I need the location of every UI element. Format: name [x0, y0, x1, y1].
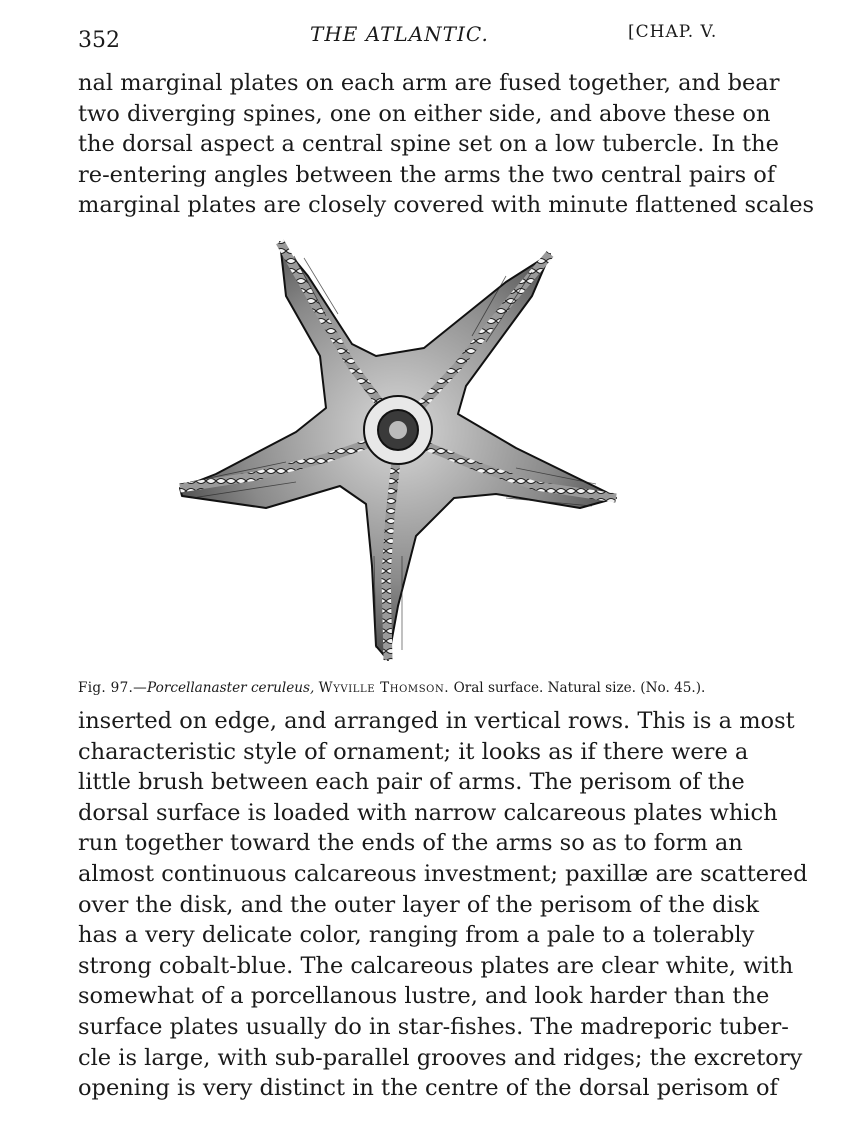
caption-species: Porcellanaster ceruleus, [147, 680, 315, 696]
text-line: opening is very distinct in the centre of the dorsal perisom of [78, 1075, 778, 1102]
text-line: somewhat of a porcellanous lustre, and look harder than the [78, 983, 770, 1010]
running-title: THE ATLANTIC. [310, 22, 489, 46]
caption-details: Oral surface. Natural size. (No. 45.). [453, 680, 706, 696]
text-line: surface plates usually do in star-fishes. The madreporic tuber- [78, 1013, 789, 1040]
text-line: inserted on edge, and arranged in vertical rows. This is a most [78, 708, 795, 734]
page-number: 352 [78, 28, 120, 53]
caption-label: Fig. 97.— [78, 680, 148, 696]
text-line: two diverging spines, one on either side, and above these on [78, 100, 771, 127]
text-line: characteristic style of ornament; it looks as if there were a [78, 738, 749, 765]
text-line: over the disk, and the outer layer of the perisom of the disk [78, 891, 759, 918]
chapter-label: [CHAP. V. [628, 22, 718, 42]
text-line: has a very delicate color, ranging from a pale to a tolerably [78, 922, 755, 949]
text-line: little brush between each pair of arms. The perisom of the [78, 769, 745, 796]
paragraph-top [78, 68, 815, 221]
text-line: run together toward the ends of the arms so as to form an [78, 830, 743, 857]
starfish-drawing [176, 236, 628, 666]
caption-author: Wyville Thomson. [318, 680, 450, 696]
text-line: strong cobalt-blue. The calcareous plates are clear white, with [78, 952, 794, 979]
text-line: cle is large, with sub-parallel grooves and ridges; the excretory [78, 1044, 803, 1071]
text-line: re-entering angles between the arms the two central pairs of [78, 161, 776, 188]
figure-caption [78, 680, 738, 696]
starfish-illustration [176, 236, 628, 666]
text-line: nal marginal plates on each arm are fused together, and bear [78, 70, 780, 96]
page-header [78, 22, 718, 62]
text-line: marginal plates are closely covered with minute flattened scales [78, 192, 815, 219]
paragraph-bottom [78, 706, 808, 1104]
text-line: dorsal surface is loaded with narrow calcareous plates which [78, 799, 778, 826]
text-line: the dorsal aspect a central spine set on a low tubercle. In the [78, 131, 779, 158]
text-line: almost continuous calcareous investment; paxillæ are scattered [78, 860, 808, 887]
